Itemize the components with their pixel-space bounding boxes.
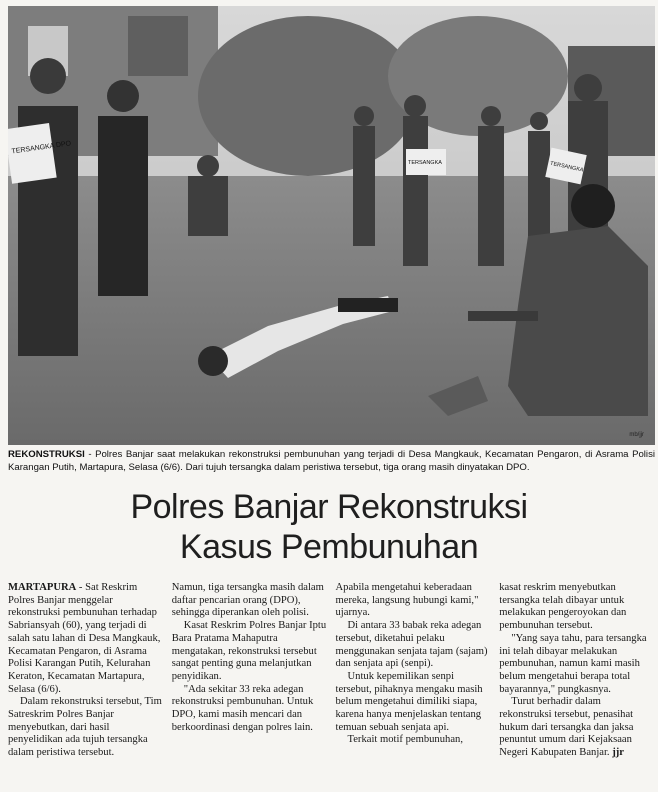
article-column-4 [499, 582, 655, 788]
article-paragraph: Di antara 33 babak reka adegan tersebut, diketahui pelaku menggunakan senjata tajam (sajam) dan senjata api (senpi). [335, 620, 488, 670]
sign-suspect-1-text: TERSANGKA [408, 160, 442, 166]
headline [0, 487, 658, 567]
sign-dpo-text: TERSANGKA DPO [11, 140, 72, 156]
article-paragraph: Turut berhadir dalam rekonstruksi tersebut, penasihat hukum dari tersangka dan jaksa penuntut umum dari Kejaksaan Negeri Kabupaten Banjar. jjr [499, 696, 634, 759]
article-paragraph: Untuk kepemilikan senpi tersebut, pihaknya mengaku masih belum mengetahui dimiliki siapa, karena hanya menjelaskan tentang temuan sebuah senjata api. [335, 670, 483, 733]
caption-text: - Polres Banjar saat melakukan rekonstruksi pembunuhan yang terjadi di Desa Mangkauk, Kecamatan Pengaron, di Asrama Polisi Karangan Putih, Martapura, Selasa (6/6). Dari tujuh tersangka dalam peristiwa tersebut, tiga orang masih dinyatakan DPO. [8, 449, 655, 473]
author-sign: jjr [612, 747, 624, 759]
photo-illustration [8, 6, 655, 445]
dateline: MARTAPURA [8, 582, 77, 593]
photo-credit: mb/jjr [629, 432, 644, 438]
article-paragraph: Dalam rekonstruksi tersebut, Tim Satreskrim Polres Banjar menyebutkan, dari hasil penyelidikan ada tujuh tersangka dalam peristiwa tersebut. [8, 696, 162, 759]
article-paragraph: "Ada sekitar 33 reka adegan rekonstruksi pembunuhan. Untuk DPO, kami masih mencari dan berkoordinasi dengan polres lain. [171, 683, 314, 733]
tree [198, 16, 418, 176]
news-photo [8, 6, 655, 445]
article-paragraph: Kasat Reskrim Polres Banjar Iptu Bara Pratama Mahaputra mengatakan, rekonstruksi tersebut sangat penting guna melanjutkan penyidikan. [171, 620, 327, 682]
caption-lead: REKONSTRUKSI [8, 449, 85, 460]
article-paragraph: "Yang saya tahu, para tersangka ini telah dibayar melakukan pembunuhan, namun kami masih belum mengetahui berapa total bayarannya," pungkasnya. [499, 632, 647, 695]
headline-line-2: Kasus Pembunuhan [179, 528, 479, 566]
article-paragraph: kasat reskrim menyebutkan tersangka telah dibayar untuk melakukan pengeroyokan dan pembunuhan tersebut. [499, 582, 627, 632]
sign-suspect-2-text: TERSANGKA [549, 160, 584, 174]
article-paragraph: Apabila mengetahui keberadaan mereka, langsung hubungi kami," ujarnya. [335, 582, 479, 619]
article-body [8, 582, 655, 788]
article-paragraph: Terkait motif pembunuhan, [347, 734, 463, 746]
photo-caption [8, 449, 655, 474]
article-column-3 [336, 582, 492, 788]
article-column-1 [8, 582, 164, 788]
article-paragraph: MARTAPURA - Sat Reskrim Polres Banjar menggelar rekonstruksi pembunuhan terhadap Sabriansyah (60), yang terjadi di salah satu lahan di Desa Mangkauk, Kecamatan Pengaron, di Asrama Polisi Karangan Putih, Kelurahan Keraton, Kecamatan Martapura, Selasa (6/6). [8, 582, 161, 695]
article-column-2 [172, 582, 328, 788]
article-paragraph: Namun, tiga tersangka masih dalam daftar pencarian orang (DPO), sehingga diperankan oleh polisi. [171, 582, 324, 619]
headline-line-1: Polres Banjar Rekonstruksi [130, 488, 528, 526]
